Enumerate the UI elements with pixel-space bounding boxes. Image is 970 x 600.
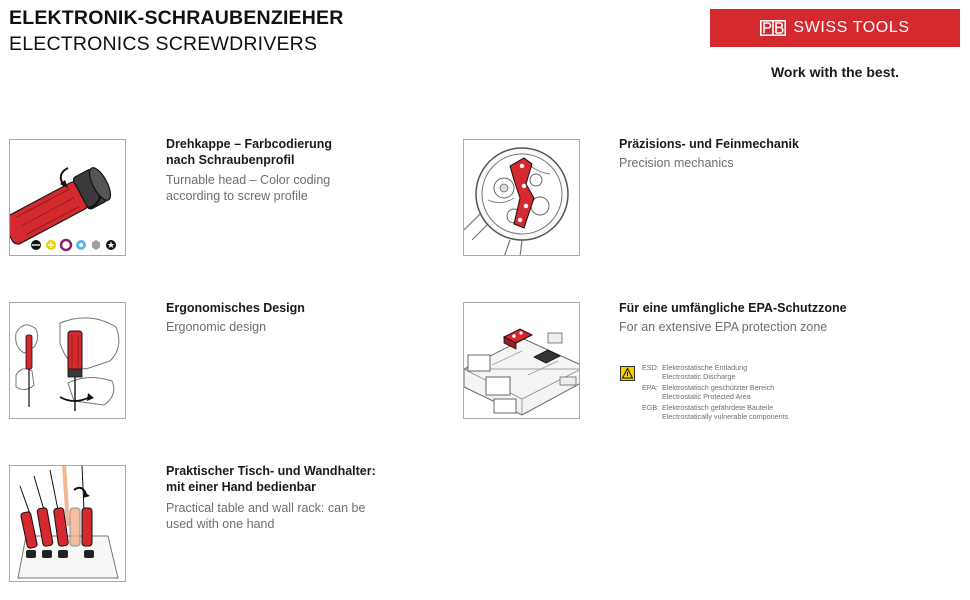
- hands-holding-screwdriver-illustration: [9, 302, 126, 419]
- page-title: ELEKTRONIK-SCHRAUBENZIEHER: [9, 7, 344, 29]
- feature-subtitle-precision: Precision mechanics: [619, 156, 734, 170]
- egb-key: EGB:: [642, 403, 660, 412]
- feature-subtitle-rack: [166, 500, 365, 532]
- feature-subtitle-turnable-head: [166, 172, 330, 204]
- brand-tagline: Work with the best.: [770, 64, 900, 80]
- esd-de: Elektrostatische Entladung: [662, 363, 748, 372]
- feature-subtitle-line: used with one hand: [166, 517, 275, 531]
- screwdriver-rack-illustration: [9, 465, 126, 582]
- esd-warning-icon: [620, 366, 635, 381]
- feature-subtitle-line: Turnable head – Color coding: [166, 173, 331, 187]
- feature-title-epa: Für eine umfängliche EPA-Schutzzone: [619, 301, 847, 315]
- feature-title-line: Drehkappe – Farbcodierung: [166, 137, 333, 151]
- egb-de: Elektrostatisch gefährdete Bauteile: [662, 403, 774, 412]
- brand-name: SWISS TOOLS: [793, 19, 910, 36]
- feature-title-turnable-head: [166, 136, 332, 168]
- page-subtitle: ELECTRONICS SCREWDRIVERS: [9, 33, 318, 55]
- circuit-board-illustration: [463, 302, 580, 419]
- turnable-head-illustration: [9, 139, 126, 256]
- feature-subtitle-epa: For an extensive EPA protection zone: [619, 320, 828, 334]
- egb-en: Electrostatically vulnerable components: [662, 412, 789, 421]
- watch-mechanism-illustration: [463, 139, 580, 256]
- feature-title-line: mit einer Hand bedienbar: [166, 480, 317, 494]
- epa-key: EPA:: [642, 383, 658, 392]
- feature-subtitle-ergonomic: Ergonomic design: [166, 320, 267, 334]
- esd-key: ESD:: [642, 363, 659, 372]
- feature-title-precision: Präzisions- und Feinmechanik: [619, 137, 799, 151]
- feature-title-ergonomic: Ergonomisches Design: [166, 301, 305, 315]
- feature-subtitle-line: Practical table and wall rack: can be: [166, 501, 366, 515]
- pb-logo-icon: [760, 20, 786, 36]
- epa-de: Elektrostatisch geschützter Bereich: [662, 383, 775, 392]
- feature-title-line: Praktischer Tisch- und Wandhalter:: [166, 464, 376, 478]
- brand-logo: [710, 9, 960, 47]
- feature-title-rack: [166, 463, 376, 495]
- feature-subtitle-line: according to screw profile: [166, 189, 308, 203]
- esd-en: Electrostatic Discharge: [662, 372, 736, 381]
- epa-en: Electrostatic Protected Area: [662, 392, 751, 401]
- feature-title-line: nach Schraubenprofil: [166, 153, 295, 167]
